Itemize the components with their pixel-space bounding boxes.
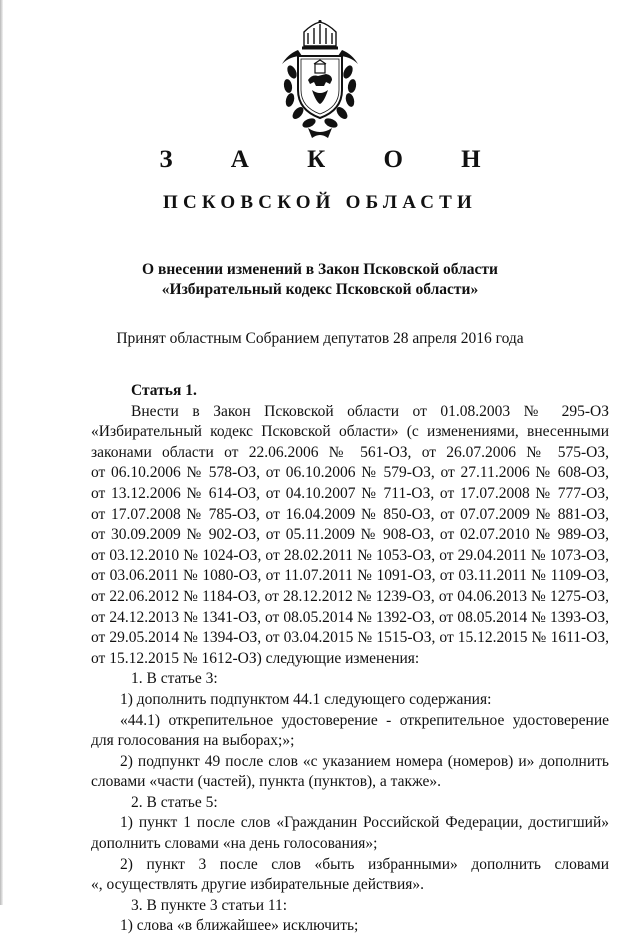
adoption-note: Принят областным Собранием депутатов 28 апреля 2016 года xyxy=(116,330,524,347)
coat-of-arms-icon xyxy=(268,20,372,142)
body-line: законами области от 22.06.2006 № 561-ОЗ, от 26.07.2006 № 575-ОЗ, xyxy=(91,443,609,461)
document-title-line: «Избирательный кодекс Псковской области» xyxy=(161,281,479,298)
item-heading: 1. В статье 3: xyxy=(131,670,218,688)
body-line: 1) пункт 1 после слов «Гражданин Российской Федерации, достигший» xyxy=(120,814,609,832)
body-line: от 15.12.2015 № 1612-ОЗ) следующие изменения: xyxy=(91,649,420,667)
body-line: от 17.07.2008 № 785-ОЗ, от 16.04.2009 № 850-ОЗ, от 07.07.2009 № 881-ОЗ, xyxy=(91,505,609,523)
body-line: 2) подпункт 49 после слов «с указанием номера (номеров) и» дополнить xyxy=(120,752,609,770)
body-line: от 22.06.2012 № 1184-ОЗ, от 28.12.2012 № 1239-ОЗ, от 04.06.2013 № 1275-ОЗ, xyxy=(91,587,609,605)
body-line: «44.1) открепительное удостоверение - открепительное удостоверение xyxy=(120,711,609,729)
body-line: для голосования на выборах;»; xyxy=(91,732,295,750)
article-body xyxy=(91,381,609,937)
body-line: «Избирательный кодекс Псковской области» (с изменениями, внесенными xyxy=(91,423,609,441)
body-line: от 30.09.2009 № 902-ОЗ, от 05.11.2009 № 908-ОЗ, от 02.07.2010 № 989-ОЗ, xyxy=(91,526,609,544)
region-title: ПСКОВСКОЙ ОБЛАСТИ xyxy=(163,192,477,213)
body-line: дополнить словами «на день голосования»; xyxy=(91,835,378,853)
body-line: 1) слова «в ближайшее» исключить; xyxy=(120,917,359,935)
document-title xyxy=(0,260,640,300)
body-line: 2) пункт 3 после слов «быть избранными» дополнить словами xyxy=(120,855,609,873)
item-heading: 3. В пункте 3 статьи 11: xyxy=(131,896,288,914)
body-line: от 29.05.2014 № 1394-ОЗ, от 03.04.2015 № 1515-ОЗ, от 15.12.2015 № 1611-ОЗ, xyxy=(91,629,609,647)
body-line: 1) дополнить подпунктом 44.1 следующего содержания: xyxy=(120,690,492,708)
page-edge xyxy=(0,0,3,905)
body-line: от 06.10.2006 № 578-ОЗ, от 06.10.2006 № 579-ОЗ, от 27.11.2006 № 608-ОЗ, xyxy=(91,464,609,482)
item-heading: 2. В статье 5: xyxy=(131,793,218,811)
document-title-line: О внесении изменений в Закон Псковской области xyxy=(142,261,498,278)
body-line: от 24.12.2013 № 1341-ОЗ, от 08.05.2014 № 1392-ОЗ, от 08.05.2014 № 1393-ОЗ, xyxy=(91,608,609,626)
article-heading: Статья 1. xyxy=(131,382,197,399)
body-line: от 13.12.2006 № 614-ОЗ, от 04.10.2007 № 711-ОЗ, от 17.07.2008 № 777-ОЗ, xyxy=(91,484,609,502)
body-line: Внести в Закон Псковской области от 01.08.2003 № 295-ОЗ xyxy=(131,402,609,420)
body-line: словами «части (частей), пункта (пунктов), а также». xyxy=(91,773,442,791)
body-line: от 03.12.2010 № 1024-ОЗ, от 28.02.2011 № 1053-ОЗ, от 29.04.2011 № 1073-ОЗ, xyxy=(91,546,609,564)
law-title: З А К О Н xyxy=(159,146,507,173)
body-line: от 03.06.2011 № 1080-ОЗ, от 11.07.2011 № 1091-ОЗ, от 03.11.2011 № 1109-ОЗ, xyxy=(91,567,609,585)
body-line: «, осуществлять другие избирательные действия». xyxy=(91,876,425,894)
